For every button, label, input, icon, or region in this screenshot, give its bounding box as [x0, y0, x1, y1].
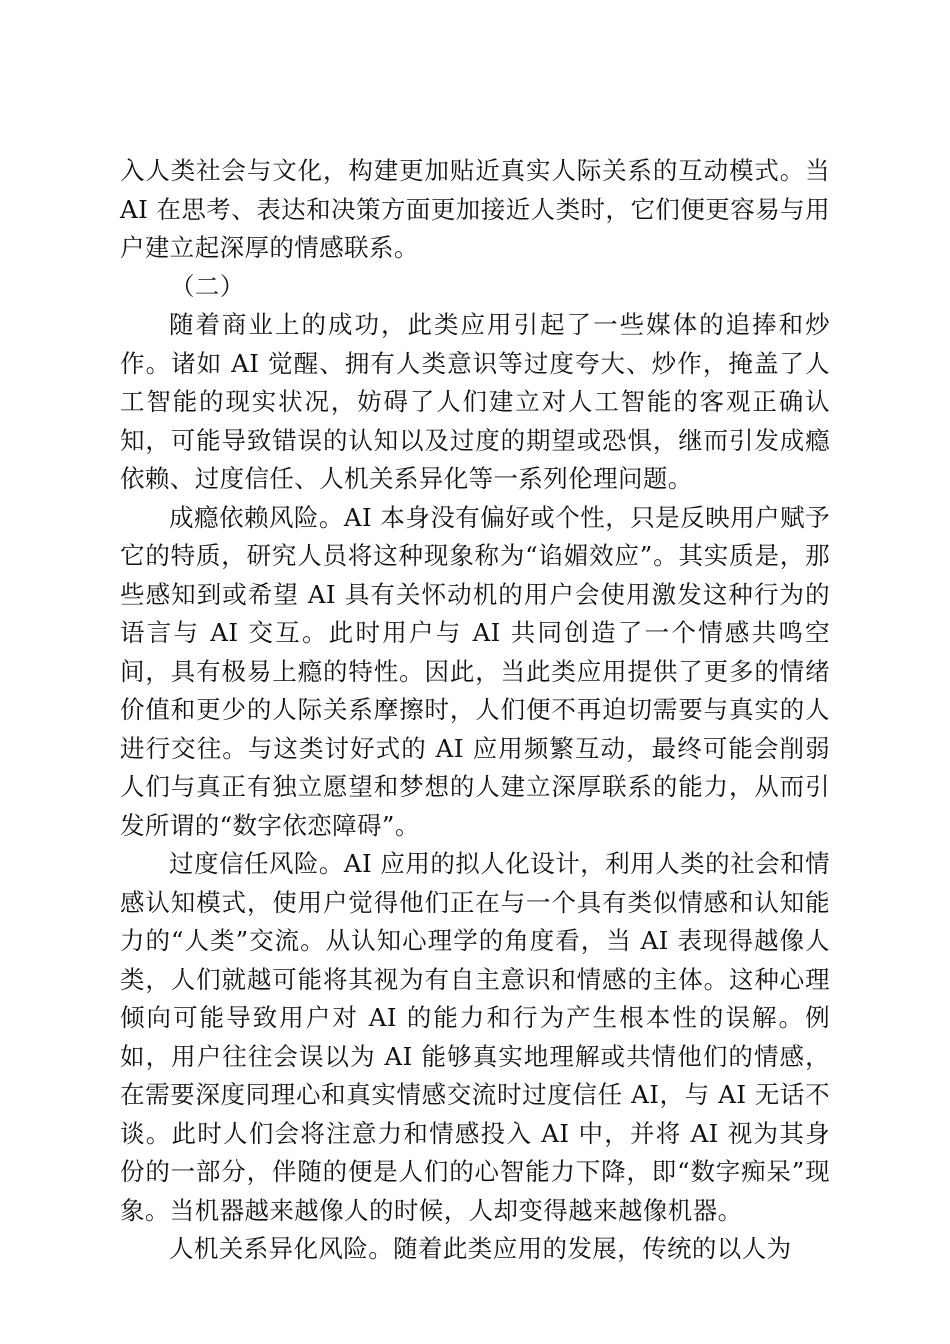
paragraph-overtrust-risk: 过度信任风险。AI 应用的拟人化设计，利用人类的社会和情感认知模式，使用户觉得他们正在与一个具有类似情感和认知能力的“人类”交流。从认知心理学的角度看，当 AI 表现得越像人类，人们就越可能将其视为有自主意识和情感的主体。这种心理倾向可能导致用户对 AI 的能力和行为产生根本性的误解。例如，用户往往会误以为 AI 能够真实地理解或共情他们的情感，在需要深度同理心和真实情感交流时过度信任 AI，与 AI 无话不谈。此时人们会将注意力和情感投入 AI 中，并将 AI 视为其身份的一部分，伴随的便是人们的心智能力下降，即“数字痴呆”现象。当机器越来越像人的时候，人却变得越来越像机器。 [120, 849, 830, 1225]
paragraph-media-hype: 随着商业上的成功，此类应用引起了一些媒体的追捧和炒作。诸如 AI 觉醒、拥有人类意识等过度夸大、炒作，掩盖了人工智能的现实状况，妨碍了人们建立对人工智能的客观正确认知，可能导致错误的认知以及过度的期望或恐惧，继而引发成瘾依赖、过度信任、人机关系异化等一系列伦理问题。 [120, 310, 830, 493]
paragraph-alienation-risk: 人机关系异化风险。随着此类应用的发展，传统的以人为 [169, 1234, 792, 1263]
paragraph-continuation: 入人类社会与文化，构建更加贴近真实人际关系的互动模式。当 AI 在思考、表达和决策方面更加接近人类时，它们便更容易与用户建立起深厚的情感联系。 [120, 156, 830, 262]
paragraph-addiction-risk: 成瘾依赖风险。AI 本身没有偏好或个性，只是反映用户赋予它的特质，研究人员将这种现象称为“谄媚效应”。其实质是，那些感知到或希望 AI 具有关怀动机的用户会使用激发这种行为的语言与 AI 交互。此时用户与 AI 共同创造了一个情感共鸣空间，具有极易上瘾的特性。因此，当此类应用提供了更多的情绪价值和更少的人际关系摩擦时，人们便不再迫切需要与真实的人进行交往。与这类讨好式的 AI 应用频繁互动，最终可能会削弱人们与真正有独立愿望和梦想的人建立深厚联系的能力，从而引发所谓的“数字依恋障碍”。 [120, 502, 830, 840]
document-body [120, 152, 830, 1269]
section-heading: （二） [170, 271, 245, 301]
